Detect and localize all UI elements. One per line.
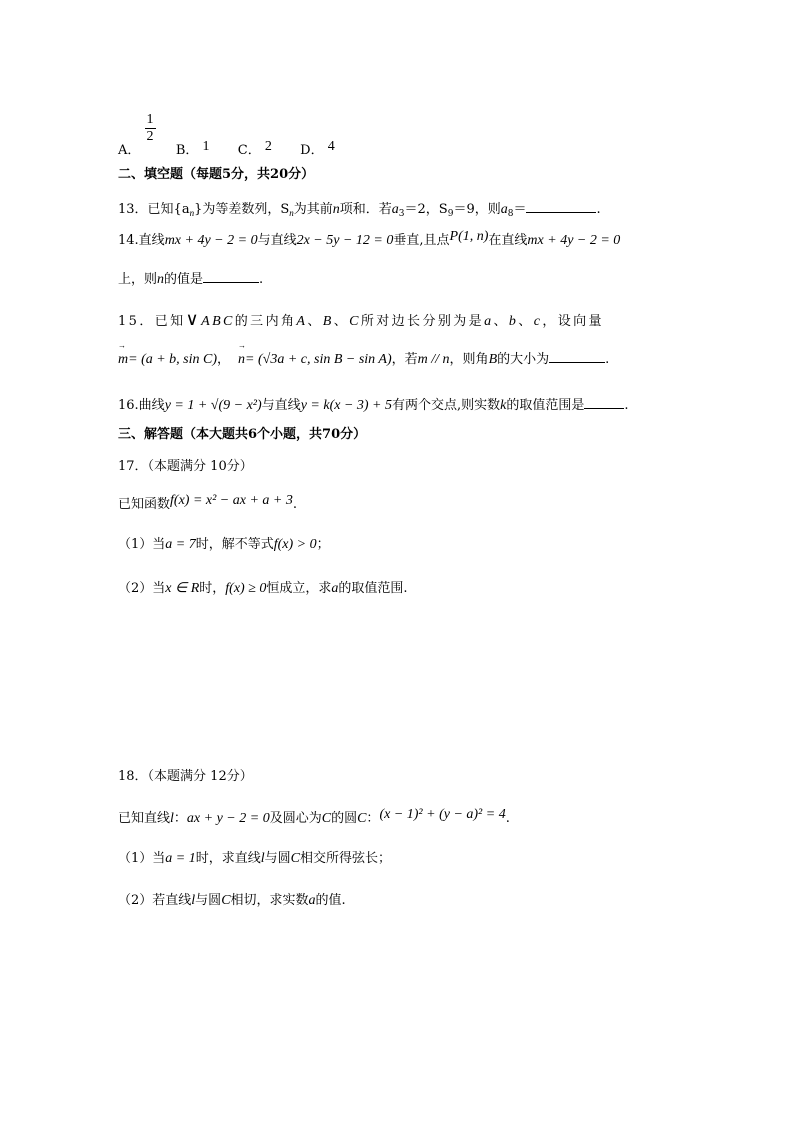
- q18-part-1: [118, 852, 391, 866]
- q15-sep-1: 、: [307, 314, 323, 329]
- q14-text-4: 在直线: [488, 233, 528, 248]
- option-d-label: D．: [300, 143, 324, 158]
- q16-text-3: 有两个交点,则实数: [392, 398, 501, 413]
- q15-abc: ABC: [201, 314, 235, 329]
- q17-p2-end: 的取值范围.: [338, 581, 408, 596]
- q15-C: C: [349, 314, 361, 329]
- q16-end: .: [624, 398, 629, 413]
- q15-text-3: 所对边长分别为是: [360, 314, 485, 329]
- q18-p1-cond: a = 1: [165, 851, 196, 866]
- q18-p2-text-1: （2）若直线: [118, 893, 192, 908]
- q14-point: P(1, n): [449, 229, 489, 244]
- q17-p2-text-3: 恒成立，求: [266, 581, 332, 596]
- q15-text-2: 的三内角: [234, 314, 297, 329]
- q18-p1-text-2: 时，求直线: [195, 851, 261, 866]
- q13-a: a: [391, 202, 399, 217]
- q15-c: c: [533, 314, 543, 329]
- q16-answer-blank: [584, 396, 624, 409]
- q18-p1-l: l: [260, 851, 265, 866]
- q13-n: n: [332, 202, 340, 217]
- q16-text-1: 16.曲线: [118, 398, 165, 413]
- option-b-label: B．: [175, 143, 199, 158]
- q13-sub-9: 9: [447, 209, 454, 219]
- q16-text-4: 的取值范围是: [506, 398, 585, 413]
- q17-p1-text-2: 时，解不等式: [195, 537, 274, 552]
- q16-text-2: 与直线: [261, 398, 301, 413]
- q17-p2-ineq: f(x) ≥ 0: [225, 581, 267, 596]
- q18-p2-end: 的值.: [315, 893, 346, 908]
- q18-p2-a: a: [308, 893, 316, 908]
- q15-n-eq: = (√3a + c, sin B − sin A): [245, 352, 392, 367]
- question-14-line-2: [118, 270, 263, 287]
- q13-text-7: ＝: [513, 202, 527, 217]
- q15-text-4: ，设向量: [542, 314, 604, 329]
- q18-given-end: .: [505, 811, 510, 826]
- q13-text-5: ＝2，S: [404, 202, 448, 217]
- q18-p1-end: 相交所得弦长；: [300, 851, 392, 866]
- q18-colon2: ：: [366, 811, 380, 826]
- question-15-line-1: [118, 310, 604, 329]
- q18-given: [118, 807, 510, 826]
- question-14-line-1: [118, 229, 621, 248]
- question-13: [118, 200, 601, 219]
- q13-end: .: [596, 202, 601, 217]
- q18-p2-C: C: [221, 893, 231, 908]
- q13-sub-n: n: [189, 208, 195, 218]
- q14-text-3: 垂直,且点: [393, 233, 450, 248]
- option-a-denominator: 2: [146, 129, 154, 144]
- q17-p2-a: a: [331, 581, 339, 596]
- q13-sub-3: 3: [398, 209, 405, 219]
- q18-p2-text-3: 相切，求实数: [230, 893, 309, 908]
- q17-p1-end: ；: [316, 537, 330, 552]
- q14-text-5: 上，则: [118, 272, 158, 287]
- q18-l: l: [170, 811, 174, 826]
- q14-eq3: mx + 4y − 2 = 0: [527, 233, 621, 248]
- q14-text-1: 14.直线: [118, 233, 165, 248]
- option-c-value: 2: [264, 139, 272, 154]
- q17-part-2: [118, 582, 408, 596]
- q18-part-2: [118, 894, 346, 908]
- q13-text-6: ＝9，则: [453, 202, 501, 217]
- q15-text-6: ，则角: [449, 352, 489, 367]
- q17-given-end: .: [292, 497, 297, 512]
- q14-n: n: [157, 272, 165, 287]
- q17-p1-ineq: f(x) > 0: [273, 537, 317, 552]
- q18-line-eq: ax + y − 2 = 0: [186, 811, 270, 826]
- q15-A: A: [296, 314, 308, 329]
- q17-p1-text-1: （1）当: [118, 537, 166, 552]
- q14-eq1: mx + 4y − 2 = 0: [164, 233, 258, 248]
- q18-p1-text-1: （1）当: [118, 851, 166, 866]
- q18-given-text-3: 的圆: [331, 811, 358, 826]
- q13-sub-8: 8: [507, 209, 514, 219]
- q18-given-text-2: 及圆心为: [269, 811, 322, 826]
- q17-function: f(x) = x² − ax + a + 3: [170, 493, 293, 508]
- option-a-numerator: 1: [146, 112, 154, 127]
- q15-text-1: 15．已知: [118, 314, 186, 329]
- q17-heading: 17．（本题满分 10分）: [118, 459, 253, 474]
- question-15-line-2: [118, 350, 609, 367]
- q15-sep-3: 、: [493, 314, 509, 329]
- q17-p2-text-1: （2）当: [118, 581, 166, 596]
- option-b-value: 1: [202, 139, 210, 154]
- q18-p1-text-3: 与圆: [264, 851, 291, 866]
- section-2-heading: 二、填空题（每题5分，共20分）: [118, 167, 315, 182]
- q15-triangle-symbol: ∨: [185, 309, 202, 329]
- q13-text-3: 为其前: [293, 202, 333, 217]
- q18-circle-eq: (x − 1)² + (y − a)² = 4: [379, 807, 506, 822]
- option-c-label: C．: [237, 143, 261, 158]
- q13-text-4: 项和．若: [339, 202, 392, 217]
- q14-end: .: [259, 272, 264, 287]
- q16-eq2: y = k(x − 3) + 5: [300, 398, 392, 413]
- q15-end: .: [605, 352, 610, 367]
- q16-k: k: [500, 398, 507, 413]
- q13-answer-blank: [526, 200, 596, 213]
- q16-eq1: y = 1 + √(9 − x²): [164, 398, 262, 413]
- q14-answer-blank: [203, 270, 259, 283]
- q18-C: C: [321, 811, 332, 826]
- q17-given: [118, 493, 297, 512]
- q14-text-6: 的值是: [164, 272, 204, 287]
- q17-p2-text-2: 时，: [199, 581, 226, 596]
- q15-B: B: [322, 314, 334, 329]
- q13-sub-n2: n: [289, 208, 294, 218]
- q15-sep-4: 、: [518, 314, 534, 329]
- q14-eq2: 2x − 5y − 12 = 0: [296, 233, 394, 248]
- q17-part-1: [118, 538, 330, 552]
- q17-p2-cond: x ∈ R: [165, 581, 200, 596]
- option-d-value: 4: [327, 139, 335, 154]
- q13-text-1: 13．已知{a: [118, 202, 190, 217]
- q15-text-7: 的大小为: [497, 352, 550, 367]
- q15-B2: B: [488, 352, 498, 367]
- q17-given-text: 已知函数: [118, 497, 171, 512]
- q18-p2-text-2: 与圆: [195, 893, 222, 908]
- q15-a: a: [484, 314, 494, 329]
- q15-b: b: [508, 314, 519, 329]
- section-3-heading: 三、解答题（本大题共6个小题，共70分）: [118, 427, 367, 442]
- q15-m-eq: = (a + b, sin C): [128, 352, 218, 367]
- q15-answer-blank: [549, 350, 605, 363]
- q18-C2: C: [357, 811, 367, 826]
- q13-a2: a: [500, 202, 508, 217]
- q15-sep-2: 、: [333, 314, 350, 329]
- option-a-label: A．: [118, 143, 141, 158]
- q12-options: [118, 112, 335, 158]
- q17-p1-cond: a = 7: [165, 537, 196, 552]
- q18-p1-C: C: [290, 851, 300, 866]
- q18-p2-l: l: [191, 893, 196, 908]
- q15-vector-m: → m: [118, 353, 128, 367]
- q15-vector-n: → n: [238, 353, 245, 367]
- q15-parallel: m // n: [417, 352, 450, 367]
- option-a-fraction: [145, 112, 156, 145]
- q13-text-2: }为等差数列，S: [194, 202, 290, 217]
- q18-given-text-1: 已知直线: [118, 811, 171, 826]
- question-16: [118, 396, 629, 413]
- q18-colon: ：: [173, 811, 187, 826]
- q18-heading: 18．（本题满分 12分）: [118, 769, 253, 784]
- q15-text-5: ，若: [391, 352, 418, 367]
- q14-text-2: 与直线: [257, 233, 297, 248]
- q15-comma: ，: [217, 352, 231, 367]
